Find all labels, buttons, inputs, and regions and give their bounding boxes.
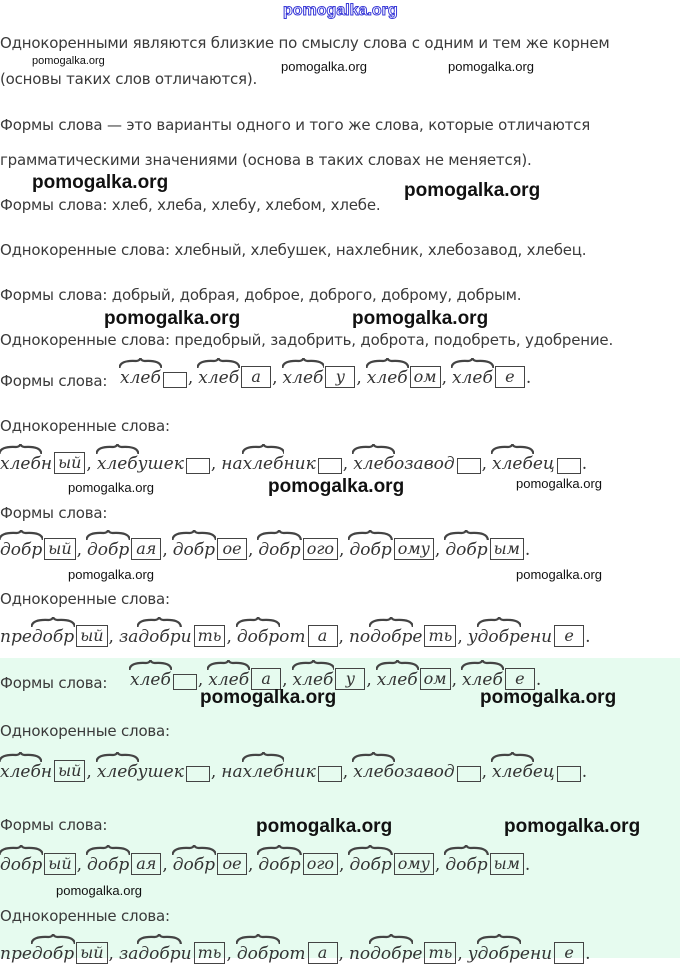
- ending-box: ым: [490, 538, 524, 560]
- suffix: ец: [532, 762, 555, 782]
- root: хлеб: [243, 444, 284, 474]
- root: добр: [32, 617, 74, 647]
- root: хлеб: [208, 660, 249, 690]
- separator: ,: [76, 855, 83, 875]
- morph-row-bread-cognates-1: [0, 444, 592, 474]
- morph-word: [120, 358, 187, 388]
- ending-box: ая: [131, 538, 161, 560]
- root-arc-icon: [242, 444, 285, 454]
- watermark: pomogalka.org: [504, 816, 641, 837]
- root-arc-icon: [137, 934, 181, 944]
- ending-box: ом: [420, 668, 451, 690]
- watermark: pomogalka.org: [32, 55, 105, 67]
- separator: ,: [366, 670, 372, 690]
- morph-word: [0, 752, 85, 782]
- root-arc-icon: [477, 617, 521, 627]
- morph-word: [353, 444, 480, 474]
- root-arc-icon: [257, 845, 301, 855]
- morph-word: [0, 617, 108, 647]
- root-arc-icon: [0, 530, 43, 540]
- suffix: ени: [519, 944, 553, 964]
- ending-box: ть: [424, 942, 456, 964]
- watermark: pomogalka.org: [516, 567, 602, 582]
- morph-row-kind-cognates-1: [0, 617, 596, 647]
- suffix: ушек: [137, 762, 184, 782]
- root: хлеб: [492, 444, 533, 474]
- ending-box: [557, 458, 581, 474]
- root: добр: [138, 617, 180, 647]
- morph-word: [130, 660, 197, 690]
- root-arc-icon: [369, 934, 413, 944]
- root: добр: [258, 530, 300, 560]
- watermark: pomogalka.org: [68, 480, 154, 495]
- morph-word: [283, 358, 356, 388]
- morph-row-bread-forms-1: [120, 358, 536, 388]
- label-forms-3: Формы слова:: [0, 674, 108, 692]
- separator: ,: [338, 627, 344, 647]
- root-arc-icon: [31, 934, 75, 944]
- separator: .: [525, 368, 532, 388]
- ending-box: ый: [54, 760, 85, 782]
- root-arc-icon: [461, 660, 504, 670]
- ending-box: ым: [490, 853, 524, 875]
- separator: ,: [86, 454, 92, 474]
- suffix: и: [180, 944, 192, 964]
- separator: ,: [210, 454, 217, 474]
- ending-box: ть: [194, 942, 226, 964]
- label-cognates-1: Однокоренные слова:: [0, 417, 170, 435]
- root-arc-icon: [242, 752, 285, 762]
- morph-word: [377, 660, 451, 690]
- root: хлеб: [462, 660, 503, 690]
- separator: ,: [338, 944, 344, 964]
- definition-forms: Формы слова — это варианты одного и того же слова, которые отличаются: [0, 116, 591, 134]
- prefix: пре: [0, 944, 32, 964]
- ending-box: [457, 458, 481, 474]
- morph-word: [349, 617, 456, 647]
- root-arc-icon: [137, 617, 181, 627]
- ending-box: [557, 766, 581, 782]
- suffix: н: [40, 762, 53, 782]
- root: добр: [138, 934, 180, 964]
- separator: ,: [108, 627, 114, 647]
- root-arc-icon: [348, 530, 392, 540]
- separator: .: [581, 454, 588, 474]
- root: хлеб: [367, 358, 408, 388]
- root-arc-icon: [292, 660, 335, 670]
- root-arc-icon: [96, 752, 139, 762]
- separator: ,: [434, 855, 441, 875]
- root: хлеб: [0, 444, 41, 474]
- separator: ,: [162, 855, 168, 875]
- root: добр: [445, 845, 487, 875]
- morph-word: [208, 660, 281, 690]
- root: добр: [445, 530, 487, 560]
- root-arc-icon: [491, 444, 534, 454]
- root: добр: [173, 845, 215, 875]
- separator: ,: [108, 944, 114, 964]
- separator: ,: [339, 855, 345, 875]
- watermark: pomogalka.org: [404, 180, 541, 201]
- ending-box: е: [554, 625, 584, 647]
- morph-word: [492, 444, 581, 474]
- kind-forms-text: Формы слова: добрый, добрая, доброе, доброго, доброму, добрым.: [0, 286, 522, 304]
- separator: ,: [86, 762, 92, 782]
- ending-box: ть: [194, 625, 226, 647]
- root: хлеб: [492, 752, 533, 782]
- root: добр: [173, 530, 215, 560]
- morph-word: [349, 530, 433, 560]
- ending-box: ого: [303, 853, 338, 875]
- ending-box: ый: [76, 625, 107, 647]
- bread-forms-text: Формы слова: хлеб, хлеба, хлебу, хлебом, хлебе.: [0, 196, 381, 214]
- suffix: е: [412, 627, 423, 647]
- separator: ,: [282, 670, 288, 690]
- morph-word: [119, 934, 226, 964]
- label-cognates-2: Однокоренные слова:: [0, 590, 170, 608]
- prefix: у: [467, 627, 478, 647]
- ending-box: [457, 766, 481, 782]
- separator: ,: [342, 762, 349, 782]
- kind-cognates-text: Однокоренные слова: предобрый, задобрить, доброта, подобреть, удобрение.: [0, 331, 614, 349]
- suffix: озавод: [394, 454, 455, 474]
- suffix: от: [279, 627, 306, 647]
- suffix: ец: [532, 454, 555, 474]
- morph-word: [349, 934, 456, 964]
- root: хлеб: [198, 358, 239, 388]
- ending-box: ом: [410, 366, 441, 388]
- root-arc-icon: [86, 530, 130, 540]
- morph-word: [97, 752, 210, 782]
- morph-word: [492, 752, 581, 782]
- suffix: е: [412, 944, 423, 964]
- separator: ,: [434, 540, 441, 560]
- ending-box: [318, 458, 342, 474]
- root: хлеб: [0, 752, 41, 782]
- separator: ,: [451, 670, 457, 690]
- root-arc-icon: [348, 845, 392, 855]
- morph-word: [353, 752, 480, 782]
- separator: ,: [210, 762, 217, 782]
- watermark: pomogalka.org: [56, 883, 142, 898]
- separator: ,: [481, 454, 487, 474]
- separator: ,: [272, 368, 278, 388]
- ending-box: е: [495, 366, 525, 388]
- ending-box: ому: [394, 853, 434, 875]
- ending-box: [186, 766, 210, 782]
- root: хлеб: [243, 752, 284, 782]
- root-arc-icon: [119, 358, 162, 368]
- root: добр: [349, 845, 391, 875]
- root: добр: [32, 934, 74, 964]
- label-cognates-4: Однокоренные слова:: [0, 907, 170, 925]
- morph-word: [221, 444, 342, 474]
- ending-box: [163, 372, 187, 388]
- separator: ,: [248, 540, 254, 560]
- label-cognates-3: Однокоренные слова:: [0, 722, 170, 740]
- root-arc-icon: [451, 358, 494, 368]
- root-arc-icon: [369, 617, 413, 627]
- ending-box: а: [308, 625, 338, 647]
- morph-word: [462, 660, 535, 690]
- watermark-top: pomogalka.org: [283, 2, 398, 19]
- ending-box: ое: [217, 538, 247, 560]
- morph-row-kind-forms-1: [0, 530, 535, 560]
- ending-box: ый: [44, 538, 75, 560]
- morph-word: [349, 845, 433, 875]
- root: хлеб: [97, 444, 138, 474]
- morph-row-kind-cognates-2: [0, 934, 596, 964]
- separator: .: [524, 855, 531, 875]
- ending-box: а: [241, 366, 271, 388]
- root: добр: [349, 530, 391, 560]
- separator: ,: [342, 454, 349, 474]
- root: хлеб: [283, 358, 324, 388]
- morph-word: [119, 617, 226, 647]
- root: добр: [87, 530, 129, 560]
- root-arc-icon: [172, 530, 216, 540]
- morph-row-kind-forms-2: [0, 845, 535, 875]
- separator: .: [535, 670, 542, 690]
- root-arc-icon: [491, 752, 534, 762]
- root: добр: [478, 934, 520, 964]
- watermark: pomogalka.org: [448, 59, 534, 74]
- ending-box: а: [308, 942, 338, 964]
- root: хлеб: [353, 444, 394, 474]
- morph-word: [0, 444, 85, 474]
- ending-box: ая: [131, 853, 161, 875]
- separator: ,: [162, 540, 168, 560]
- label-forms-1: Формы слова:: [0, 372, 108, 390]
- prefix: на: [221, 762, 243, 782]
- ending-box: е: [505, 668, 535, 690]
- morph-word: [237, 934, 338, 964]
- suffix: н: [40, 454, 53, 474]
- separator: ,: [457, 944, 463, 964]
- root-arc-icon: [366, 358, 409, 368]
- morph-word: [87, 845, 161, 875]
- morph-word: [468, 934, 584, 964]
- ending-box: [318, 766, 342, 782]
- prefix: у: [467, 944, 478, 964]
- morph-word: [97, 444, 210, 474]
- root: добр: [237, 617, 279, 647]
- suffix: ушек: [137, 454, 184, 474]
- morph-word: [237, 617, 338, 647]
- morph-word: [258, 530, 338, 560]
- separator: .: [524, 540, 531, 560]
- morph-word: [445, 845, 524, 875]
- root-arc-icon: [257, 530, 301, 540]
- root-arc-icon: [352, 444, 395, 454]
- definition-cognates: Однокоренными являются близкие по смыслу слова с одним и тем же корнем: [0, 34, 610, 52]
- ending-box: ый: [54, 452, 85, 474]
- watermark: pomogalka.org: [480, 687, 617, 708]
- ending-box: ое: [217, 853, 247, 875]
- morph-word: [452, 358, 525, 388]
- watermark: pomogalka.org: [516, 476, 602, 491]
- root: добр: [478, 617, 520, 647]
- watermark: pomogalka.org: [268, 476, 405, 497]
- root-arc-icon: [172, 845, 216, 855]
- separator: ,: [226, 627, 232, 647]
- root: добр: [370, 934, 412, 964]
- root-arc-icon: [86, 845, 130, 855]
- morph-row-bread-forms-2: [130, 660, 546, 690]
- ending-box: у: [335, 668, 365, 690]
- label-forms-2: Формы слова:: [0, 504, 108, 522]
- root: добр: [237, 934, 279, 964]
- morph-word: [0, 934, 108, 964]
- root-arc-icon: [282, 358, 325, 368]
- morph-word: [198, 358, 271, 388]
- root-arc-icon: [444, 530, 488, 540]
- ending-box: [186, 458, 210, 474]
- watermark: pomogalka.org: [281, 59, 367, 74]
- root-arc-icon: [129, 660, 172, 670]
- morph-word: [173, 530, 247, 560]
- definition-forms-cont: грамматическими значениями (основа в таких словах не меняется).: [0, 151, 532, 169]
- separator: ,: [339, 540, 345, 560]
- prefix: на: [221, 454, 243, 474]
- root-arc-icon: [207, 660, 250, 670]
- prefix: за: [118, 627, 139, 647]
- separator: .: [585, 627, 591, 647]
- root: хлеб: [130, 660, 171, 690]
- morph-word: [173, 845, 247, 875]
- root-arc-icon: [0, 444, 42, 454]
- separator: ,: [226, 944, 232, 964]
- ending-box: е: [554, 942, 584, 964]
- prefix: за: [118, 944, 139, 964]
- bread-cognates-text: Однокоренные слова: хлебный, хлебушек, нахлебник, хлебозавод, хлебец.: [0, 241, 587, 259]
- ending-box: ый: [44, 853, 75, 875]
- morph-word: [258, 845, 338, 875]
- root: добр: [0, 845, 42, 875]
- root: хлеб: [377, 660, 418, 690]
- morph-word: [0, 530, 76, 560]
- morph-word: [87, 530, 161, 560]
- watermark: pomogalka.org: [104, 308, 241, 329]
- label-forms-4: Формы слова:: [0, 816, 108, 834]
- root-arc-icon: [197, 358, 240, 368]
- watermark: pomogalka.org: [32, 172, 169, 193]
- separator: ,: [248, 855, 254, 875]
- root-arc-icon: [96, 444, 139, 454]
- root-arc-icon: [444, 845, 488, 855]
- root-arc-icon: [376, 660, 419, 670]
- root: добр: [0, 530, 42, 560]
- morph-row-bread-cognates-2: [0, 752, 592, 782]
- prefix: по: [348, 944, 371, 964]
- watermark: pomogalka.org: [352, 308, 489, 329]
- morph-word: [468, 617, 584, 647]
- morph-word: [0, 845, 76, 875]
- morph-word: [445, 530, 524, 560]
- prefix: по: [348, 627, 371, 647]
- root: хлеб: [293, 660, 334, 690]
- root-arc-icon: [31, 617, 75, 627]
- root: хлеб: [353, 752, 394, 782]
- separator: ,: [457, 627, 463, 647]
- morph-word: [367, 358, 441, 388]
- root-arc-icon: [236, 934, 280, 944]
- root: добр: [370, 617, 412, 647]
- watermark: pomogalka.org: [200, 687, 337, 708]
- root: добр: [258, 845, 300, 875]
- suffix: и: [180, 627, 192, 647]
- suffix: озавод: [394, 762, 455, 782]
- definition-cognates-cont: (основы таких слов отличаются).: [0, 70, 258, 88]
- root-arc-icon: [236, 617, 280, 627]
- separator: .: [585, 944, 591, 964]
- separator: ,: [76, 540, 83, 560]
- separator: ,: [356, 368, 362, 388]
- suffix: ник: [283, 454, 316, 474]
- root: хлеб: [452, 358, 493, 388]
- separator: ,: [441, 368, 447, 388]
- root-arc-icon: [0, 752, 42, 762]
- watermark: pomogalka.org: [68, 567, 154, 582]
- separator: ,: [197, 670, 204, 690]
- watermark: pomogalka.org: [256, 816, 393, 837]
- suffix: ени: [519, 627, 553, 647]
- morph-word: [221, 752, 342, 782]
- suffix: от: [279, 944, 306, 964]
- root: хлеб: [120, 358, 161, 388]
- morph-word: [293, 660, 366, 690]
- ending-box: а: [251, 668, 281, 690]
- root: добр: [87, 845, 129, 875]
- prefix: пре: [0, 627, 32, 647]
- ending-box: ть: [424, 625, 456, 647]
- separator: .: [581, 762, 588, 782]
- ending-box: ый: [76, 942, 107, 964]
- separator: ,: [481, 762, 487, 782]
- root-arc-icon: [0, 845, 43, 855]
- separator: ,: [187, 368, 194, 388]
- suffix: ник: [283, 762, 316, 782]
- root-arc-icon: [352, 752, 395, 762]
- ending-box: [173, 674, 197, 690]
- root-arc-icon: [477, 934, 521, 944]
- ending-box: у: [325, 366, 355, 388]
- ending-box: ому: [394, 538, 434, 560]
- root: хлеб: [97, 752, 138, 782]
- ending-box: ого: [303, 538, 338, 560]
